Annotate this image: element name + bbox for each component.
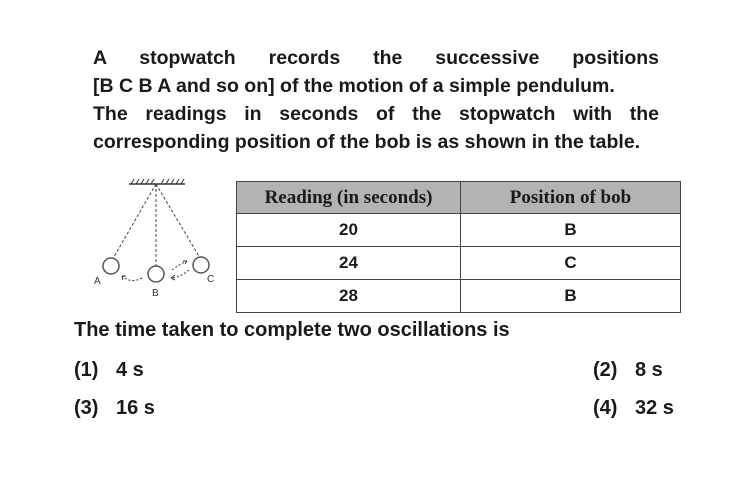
table-cell: B: [461, 214, 681, 247]
pendulum-diagram: [86, 176, 226, 301]
bob-a: [103, 258, 119, 274]
option-4[interactable]: [593, 397, 674, 420]
option-text: 4 s: [116, 359, 144, 381]
table-cell: C: [461, 247, 681, 280]
table-row: [237, 214, 681, 247]
string-a: [111, 184, 156, 262]
paragraph-line-3: The readings in seconds of the stopwatch with the: [93, 103, 659, 125]
paragraph-line-2: [B C B A and so on] of the motion of a simple pendulum.: [93, 75, 615, 97]
arrow-b-to-c: [172, 261, 187, 270]
table-header-row: [237, 182, 681, 214]
column-header-reading: Reading (in seconds): [237, 182, 461, 214]
table-cell: 24: [237, 247, 461, 280]
column-header-position: Position of bob: [461, 182, 681, 214]
label-c: C: [207, 274, 215, 285]
table-row: [237, 280, 681, 313]
label-b: B: [152, 288, 159, 299]
option-3[interactable]: [74, 397, 155, 420]
question-prompt: The time taken to complete two oscillations is: [74, 319, 510, 341]
table-row: [237, 247, 681, 280]
arrow-c-to-b: [171, 270, 189, 278]
option-number: (2): [593, 359, 618, 381]
option-number: (3): [74, 397, 99, 419]
paragraph-line-1: A stopwatch records the successive positions: [93, 47, 659, 69]
option-number: (1): [74, 359, 99, 381]
option-1[interactable]: [74, 359, 144, 382]
bob-b: [148, 266, 164, 282]
paragraph-line-4: corresponding position of the bob is as shown in the table.: [93, 131, 641, 153]
question-paragraph: [93, 44, 659, 156]
bob-c: [193, 257, 209, 273]
option-number: (4): [593, 397, 618, 419]
label-a: A: [94, 276, 101, 287]
arrow-b-to-a: [122, 276, 142, 281]
option-text: 8 s: [635, 359, 663, 381]
option-2[interactable]: [593, 359, 663, 382]
ceiling-support: [129, 179, 185, 184]
option-text: 16 s: [116, 397, 155, 419]
readings-table: [236, 181, 681, 313]
table-cell: B: [461, 280, 681, 313]
option-text: 32 s: [635, 397, 674, 419]
string-c: [156, 184, 200, 258]
table-cell: 28: [237, 280, 461, 313]
table-cell: 20: [237, 214, 461, 247]
